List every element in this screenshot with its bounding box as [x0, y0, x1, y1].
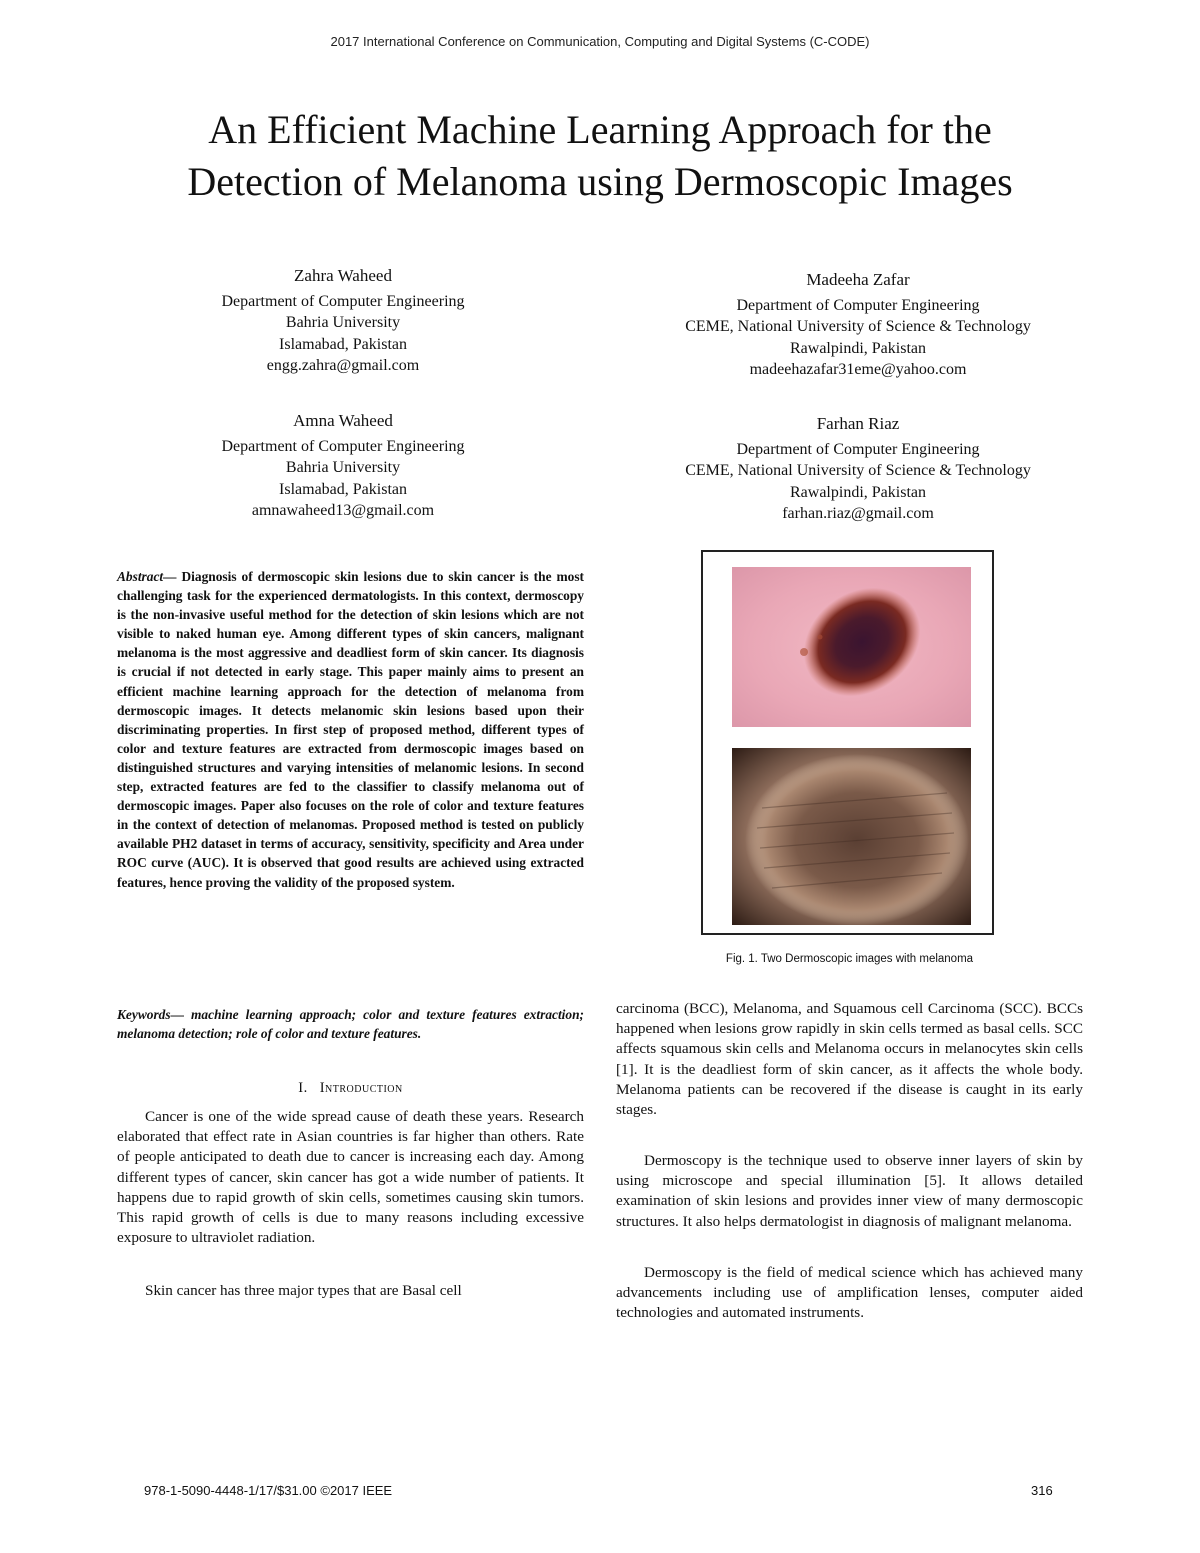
author-location: Islamabad, Pakistan — [279, 335, 407, 353]
author-name: Farhan Riaz — [816, 414, 900, 433]
author-location: Rawalpindi, Pakistan — [790, 339, 926, 357]
dermoscopic-image-2 — [732, 748, 971, 925]
author-org: CEME, National University of Science & Technology — [685, 318, 1031, 335]
author-email: madeehazafar31eme@yahoo.com — [749, 361, 967, 378]
paper-title — [60, 104, 1140, 208]
title-line-1: An Efficient Machine Learning Approach for the — [208, 107, 992, 152]
author-location: Islamabad, Pakistan — [279, 480, 407, 498]
section-title: Introduction — [319, 1080, 403, 1096]
author-block — [578, 269, 1138, 381]
title-line-2: Detection of Melanoma using Dermoscopic Images — [187, 159, 1013, 204]
author-email: amnawaheed13@gmail.com — [251, 502, 435, 519]
intro-paragraph: Cancer is one of the wide spread cause of death these years. Research elaborated that effect rate in Asian countries is far higher than others. Rate of people anticipated to death due to cancer is increasing each day. Among different types of cancer, skin cancer has got a wide number of patients. It happens due to rapid growth of skin cells, sometimes causing skin tumors. This rapid growth of cells is due to many reasons including excessive exposure to ultraviolet radiation. — [117, 1108, 584, 1247]
lesion-drawing-2 — [732, 748, 971, 925]
author-dept: Department of Computer Engineering — [221, 437, 465, 455]
author-org: CEME, National University of Science & Technology — [685, 462, 1031, 479]
author-dept: Department of Computer Engineering — [736, 440, 980, 458]
body-paragraph: Dermoscopy is the technique used to observe inner layers of skin by using microscope and special illumination [5]. It allows detailed examination of skin lesions and provides inner view of many dermoscopic structures. It also helps dermatologist in diagnosis of malignant melanoma. — [616, 1152, 1083, 1230]
lesion-drawing-1 — [732, 567, 971, 727]
author-location: Rawalpindi, Pakistan — [790, 483, 926, 501]
figure-caption: Fig. 1. Two Dermoscopic images with melanoma — [725, 953, 974, 965]
abstract-text: Diagnosis of dermoscopic skin lesions due to skin cancer is the most challenging task for the experienced dermatologists. In this context, dermoscopy is the non-invasive useful method for the detection of skin lesions which are not visible to naked human eye. Among different types of skin cancers, malignant melanoma is the most aggressive and deadliest form of skin cancer. Its diagnosis is crucial if not detected in early stage. This paper mainly aims to present an efficient machine learning approach for the detection of melanoma from dermoscopic images. It detects melanomic skin lesions based upon their discriminating properties. In first step of proposed method, different types of color and texture features are extracted from dermoscopic images based on distinguished structures and varying intensities of melanomic lesions. In second step, extracted features are fed to the classifier to classify melanoma out of dermoscopic images. Paper also focuses on the role of color and texture features in the context of detection of melanomas. Proposed method is tested on publicly available PH2 dataset in terms of accuracy, sensitivity, specificity and Area under ROC curve (AUC). It is observed that good results are achieved using extracted features, hence proving the validity of the proposed system. — [117, 569, 584, 890]
keywords-lead: Keywords— — [117, 1007, 184, 1022]
keywords — [117, 1005, 584, 1043]
author-name: Amna Waheed — [293, 411, 393, 430]
author-name: Zahra Waheed — [294, 266, 392, 285]
author-email: farhan.riaz@gmail.com — [782, 505, 934, 522]
conference-header: 2017 International Conference on Communication, Computing and Digital Systems (C-CODE) — [330, 34, 870, 49]
abstract-lead: Abstract— — [117, 569, 177, 584]
author-email: engg.zahra@gmail.com — [266, 357, 420, 374]
author-org: Bahria University — [285, 459, 401, 476]
section-heading-introduction — [117, 1080, 584, 1097]
page-number: 316 — [1031, 1483, 1053, 1498]
author-block — [578, 413, 1138, 525]
author-block — [63, 265, 623, 377]
author-block — [63, 410, 623, 522]
body-paragraph: Dermoscopy is the field of medical science which has achieved many advancements including use of amplification lenses, computer aided technologies and automated instruments. — [616, 1264, 1083, 1322]
dermoscopic-image-1 — [732, 567, 971, 727]
section-number: I. — [298, 1080, 308, 1096]
keywords-text: machine learning approach; color and texture features extraction; melanoma detection; role of color and texture features. — [117, 1007, 584, 1042]
intro-paragraph: Skin cancer has three major types that are Basal cell — [145, 1282, 462, 1299]
abstract — [117, 567, 584, 892]
copyright-footer: 978-1-5090-4448-1/17/$31.00 ©2017 IEEE — [144, 1483, 393, 1498]
figure-1 — [701, 550, 994, 935]
author-dept: Department of Computer Engineering — [221, 292, 465, 310]
author-name: Madeeha Zafar — [806, 270, 910, 289]
author-org: Bahria University — [285, 314, 401, 331]
body-paragraph: carcinoma (BCC), Melanoma, and Squamous cell Carcinoma (SCC). BCCs happened when lesions grow rapidly in skin cells termed as basal cells. SCC affects squamous skin cells and Melanoma occurs in melanocytes skin cells [1]. It is the deadliest form of skin cancer, as it affects the whole body. Melanoma patients can be recovered if the disease is caught in its early stages. — [616, 1000, 1083, 1119]
author-dept: Department of Computer Engineering — [736, 296, 980, 314]
